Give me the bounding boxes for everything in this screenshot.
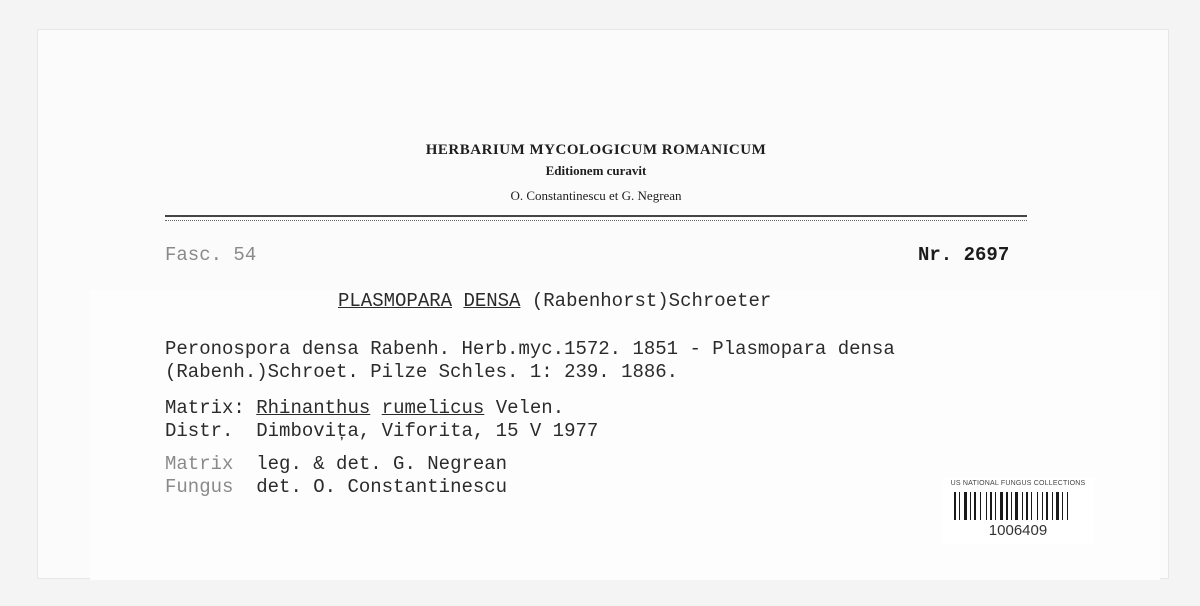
fungus-determiner-label: Fungus (165, 476, 234, 498)
distribution-label: Distr. (165, 420, 234, 442)
distribution-line (165, 420, 598, 442)
distribution-value: Dimbovița, Viforita, 15 V 1977 (256, 420, 599, 442)
host-epithet: rumelicus (381, 397, 485, 419)
specimen-number: Nr. 2697 (918, 244, 1010, 266)
matrix-collector-line (165, 453, 507, 475)
host-authority: Velen. (495, 397, 565, 419)
barcode-collection-title: US NATIONAL FUNGUS COLLECTIONS (950, 480, 1086, 487)
barcode-icon (954, 492, 1082, 520)
fascicle-number: Fasc. 54 (165, 244, 257, 266)
barcode-number: 1006409 (988, 522, 1048, 539)
header-divider (165, 215, 1027, 217)
header-divider-secondary (165, 220, 1027, 221)
herbarium-title: HERBARIUM MYCOLOGICUM ROMANICUM (425, 142, 767, 158)
fungus-determiner-value: det. O. Constantinescu (256, 476, 508, 498)
matrix-line (165, 397, 564, 419)
matrix-collector-value: leg. & det. G. Negrean (256, 453, 508, 475)
species-name (338, 290, 771, 312)
synonymy-line-2: (Rabenh.)Schroet. Pilze Schles. 1: 239. 1886. (165, 361, 679, 383)
host-genus: Rhinanthus (256, 397, 371, 419)
matrix-collector-label: Matrix (165, 453, 234, 475)
barcode-label (942, 478, 1094, 544)
synonymy-line-1: Peronospora densa Rabenh. Herb.myc.1572. 1851 - Plasmopara densa (165, 338, 895, 360)
herbarium-editors: O. Constantinescu et G. Negrean (510, 188, 682, 203)
species-epithet: DENSA (463, 290, 521, 312)
species-genus: PLASMOPARA (338, 290, 453, 312)
species-authority: (Rabenhorst)Schroeter (531, 290, 772, 312)
matrix-label: Matrix: (165, 397, 245, 419)
fungus-determiner-line (165, 476, 507, 498)
herbarium-subtitle: Editionem curavit (545, 163, 647, 178)
